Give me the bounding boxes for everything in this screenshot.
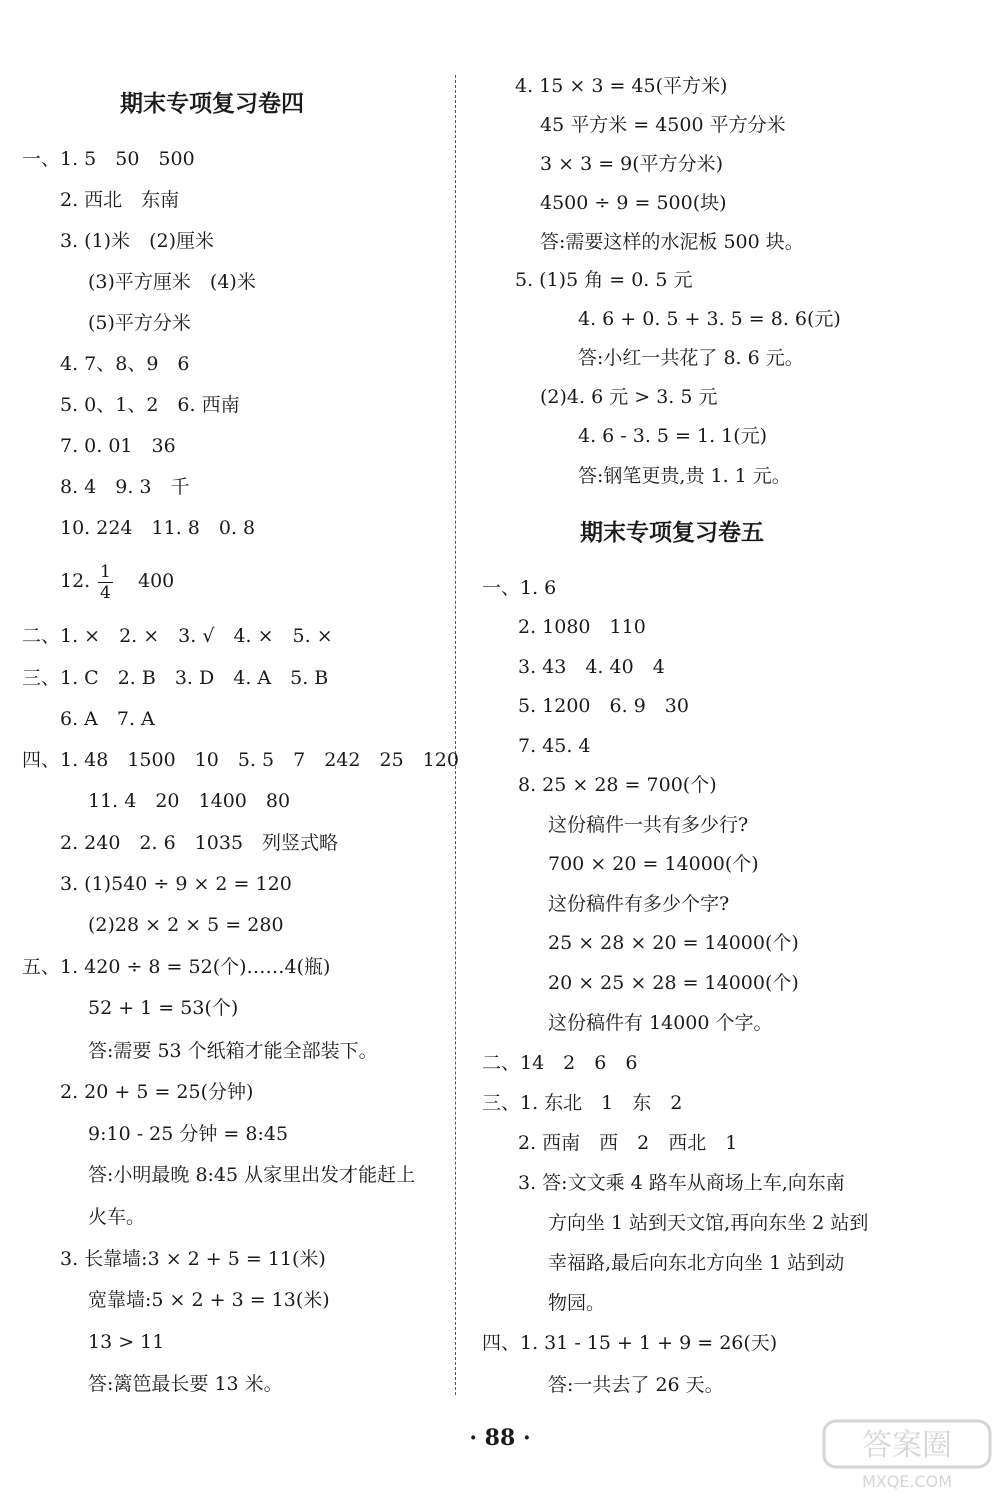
answer-line: 3. (1)540 ÷ 9 × 2 = 120 [60, 873, 292, 895]
answer-line: 6. A 7. A [60, 708, 155, 730]
answer-line: 13 > 11 [88, 1331, 165, 1353]
answer-line: 物园。 [548, 1292, 606, 1314]
answer-line: 5. 1200 6. 9 30 [518, 695, 689, 717]
fraction [98, 562, 113, 603]
answer-line: 4. 7、8、9 6 [60, 353, 190, 375]
answer-line: (3)平方厘米 (4)米 [88, 271, 256, 293]
answer-line: 3. 43 4. 40 4 [518, 656, 665, 678]
answer-line: 4. 15 × 3 = 45(平方米) [515, 75, 728, 97]
answer-line: 一、1. 6 [482, 577, 557, 599]
answer-line: 2. 西南 西 2 西北 1 [518, 1132, 738, 1154]
answer-line: 答:小明最晚 8:45 从家里出发才能赶上 [88, 1164, 416, 1186]
answer-line: 四、1. 48 1500 10 5. 5 7 242 25 120 [22, 749, 459, 771]
answer-line: 5. 0、1、2 6. 西南 [60, 394, 240, 416]
answer-line: 四、1. 31 - 15 + 1 + 9 = 26(天) [482, 1332, 778, 1354]
answer-line: 4. 6 - 3. 5 = 1. 1(元) [578, 425, 768, 447]
answer-line: 幸福路,最后向东北方向坐 1 站到动 [548, 1252, 845, 1274]
answer-line: 10. 224 11. 8 0. 8 [60, 517, 256, 539]
answer-line: 7. 45. 4 [518, 735, 591, 757]
answer-line: 答:需要 53 个纸箱才能全部装下。 [88, 1040, 378, 1062]
answer-line: 11. 4 20 1400 80 [88, 790, 291, 812]
answer-line: 9:10 - 25 分钟 = 8:45 [88, 1123, 289, 1145]
answer-line: (2)28 × 2 × 5 = 280 [88, 914, 284, 936]
answer-line: 答:一共去了 26 天。 [548, 1374, 724, 1396]
answer-line: 这份稿件有多少个字? [548, 893, 730, 915]
section-title-4: 期末专项复习卷四 [120, 91, 304, 117]
answer-line: 这份稿件一共有多少行? [548, 814, 749, 836]
answer-line: 五、1. 420 ÷ 8 = 52(个)……4(瓶) [22, 956, 331, 978]
fraction-denominator: 4 [100, 583, 111, 603]
answer-line: 52 + 1 = 53(个) [88, 997, 239, 1019]
answer-line: 4500 ÷ 9 = 500(块) [540, 192, 727, 214]
answer-line: 3. 长靠墙:3 × 2 + 5 = 11(米) [60, 1248, 326, 1270]
answer-line: 二、14 2 6 6 [482, 1052, 638, 1074]
section-title-5: 期末专项复习卷五 [580, 520, 764, 546]
answer-line: 答:小红一共花了 8. 6 元。 [578, 347, 804, 369]
answer-line: 3. (1)米 (2)厘米 [60, 230, 214, 252]
answer-line: (5)平方分米 [88, 312, 191, 334]
answer-line: 3. 答:文文乘 4 路车从商场上车,向东南 [518, 1172, 845, 1194]
fraction-numerator: 1 [100, 562, 111, 582]
answer-line: 3 × 3 = 9(平方分米) [540, 153, 724, 175]
answer-line: 2. 西北 东南 [60, 189, 180, 211]
answer-line: 三、1. 东北 1 东 2 [482, 1092, 683, 1114]
answer-line: 45 平方米 = 4500 平方分米 [540, 114, 786, 136]
answer-line: 答:篱笆最长要 13 米。 [88, 1373, 283, 1395]
answer-line: 2. 1080 110 [518, 616, 646, 638]
answer-line: 5. (1)5 角 = 0. 5 元 [515, 269, 693, 291]
answer-line: 7. 0. 01 36 [60, 435, 176, 457]
answer-line: 4. 6 + 0. 5 + 3. 5 = 8. 6(元) [578, 308, 841, 330]
answer-line: 宽靠墙:5 × 2 + 3 = 13(米) [88, 1289, 330, 1311]
answer-line: 400 [138, 570, 175, 592]
answer-line: 25 × 28 × 20 = 14000(个) [548, 932, 799, 954]
watermark-subtext: MXQE.COM [861, 1472, 953, 1491]
answer-line: 12. [60, 570, 91, 592]
watermark-text: 答案圈 [862, 1428, 952, 1463]
column-divider [455, 75, 456, 1395]
site-watermark-logo [822, 1419, 992, 1491]
answer-line: 答:钢笔更贵,贵 1. 1 元。 [578, 465, 791, 487]
answer-line: 8. 25 × 28 = 700(个) [518, 774, 717, 796]
answer-line: 2. 240 2. 6 1035 列竖式略 [60, 832, 339, 854]
answer-line: 三、1. C 2. B 3. D 4. A 5. B [22, 667, 329, 689]
page-number: · 88 · [469, 1425, 531, 1451]
answer-line: 二、1. × 2. × 3. √ 4. × 5. × [22, 625, 333, 647]
answer-line: 700 × 20 = 14000(个) [548, 853, 759, 875]
answer-line: 方向坐 1 站到天文馆,再向东坐 2 站到 [548, 1212, 869, 1234]
answer-line: 20 × 25 × 28 = 14000(个) [548, 972, 799, 994]
answer-line: 8. 4 9. 3 千 [60, 476, 190, 498]
answer-line: 2. 20 + 5 = 25(分钟) [60, 1081, 254, 1103]
answer-line: 答:需要这样的水泥板 500 块。 [540, 231, 804, 253]
answer-line: 一、1. 5 50 500 [22, 148, 195, 170]
answer-line: 火车。 [88, 1206, 146, 1228]
answer-line: (2)4. 6 元 > 3. 5 元 [540, 386, 718, 408]
answer-line: 这份稿件有 14000 个字。 [548, 1012, 773, 1034]
